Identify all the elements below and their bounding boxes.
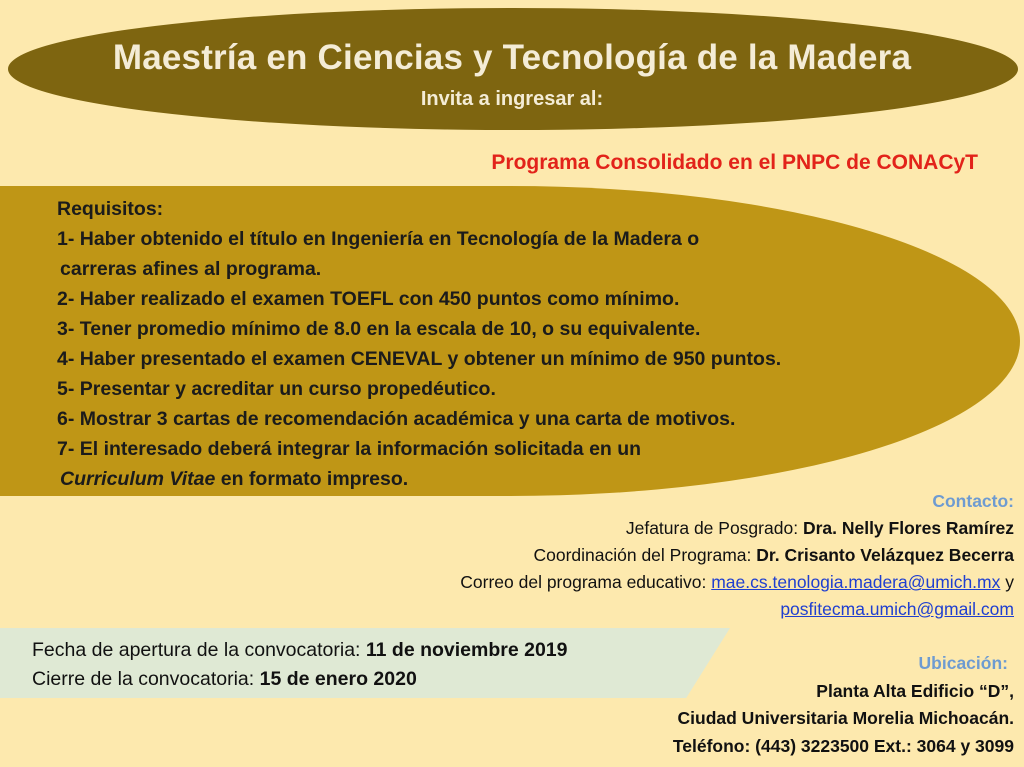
contact-email-row [294,569,1014,596]
closing-date-row [32,665,568,694]
location-phone: Teléfono: (443) 3223500 Ext.: 3064 y 3099 [672,735,1014,756]
contact-section [294,488,1014,623]
page-subtitle: Invita a ingresar al: [420,88,604,110]
location-line-1: Planta Alta Edificio “D”, [816,680,1014,701]
program-label: Programa Consolidado en el PNPC de CONACyT [491,151,978,174]
requirement-item: 6- Mostrar 3 cartas de recomendación académica y una carta de motivos. [57,408,736,430]
contact-jefatura [294,515,1014,542]
requirement-item: 3- Tener promedio mínimo de 8.0 en la escala de 10, o su equivalente. [57,318,701,340]
jefatura-label: Jefatura de Posgrado: [625,518,799,538]
location-heading: Ubicación: [918,653,1008,673]
requirement-continuation-rest: en formato impreso. [215,468,409,490]
requirement-continuation: carreras afines al programa. [60,258,322,280]
location-section [494,650,1014,760]
coordinacion-name: Dr. Crisanto Velázquez Becerra [756,545,1014,565]
requirement-item [57,434,957,494]
opening-date-row [32,636,568,665]
requirement-text: 1- Haber obtenido el título en Ingeniería en Tecnología de la Madera o [57,228,700,250]
requirement-item: 2- Haber realizado el examen TOEFL con 450 puntos como mínimo. [57,288,680,310]
requirements-heading: Requisitos: [57,198,164,220]
closing-label: Cierre de la convocatoria: [32,668,255,690]
requirement-text: 7- El interesado deberá integrar la información solicitada en un [57,438,642,460]
contact-heading: Contacto: [932,491,1014,511]
page-title: Maestría en Ciencias y Tecnología de la Madera [112,38,912,77]
contact-email-row-2 [294,596,1014,623]
requirement-item: 5- Presentar y acreditar un curso propedéutico. [57,378,496,400]
email-link-2[interactable]: posfitecma.umich@gmail.com [780,599,1014,619]
closing-date: 15 de enero 2020 [259,668,417,690]
requirements-list [57,194,957,494]
dates-section [32,636,568,694]
curriculum-vitae-text: Curriculum Vitae [60,468,216,490]
requirement-item [57,224,957,284]
email-joiner: y [1005,572,1014,592]
email-label: Correo del programa educativo: [460,572,707,592]
location-line-2: Ciudad Universitaria Morelia Michoacán. [677,708,1014,728]
email-link-1[interactable]: mae.cs.tenologia.madera@umich.mx [711,572,1001,592]
opening-label: Fecha de apertura de la convocatoria: [32,639,361,661]
opening-date: 11 de noviembre 2019 [365,639,568,661]
jefatura-name: Dra. Nelly Flores Ramírez [802,518,1014,538]
requirement-item: 4- Haber presentado el examen CENEVAL y obtener un mínimo de 950 puntos. [57,348,782,370]
coordinacion-label: Coordinación del Programa: [533,545,752,565]
contact-coordinacion [294,542,1014,569]
